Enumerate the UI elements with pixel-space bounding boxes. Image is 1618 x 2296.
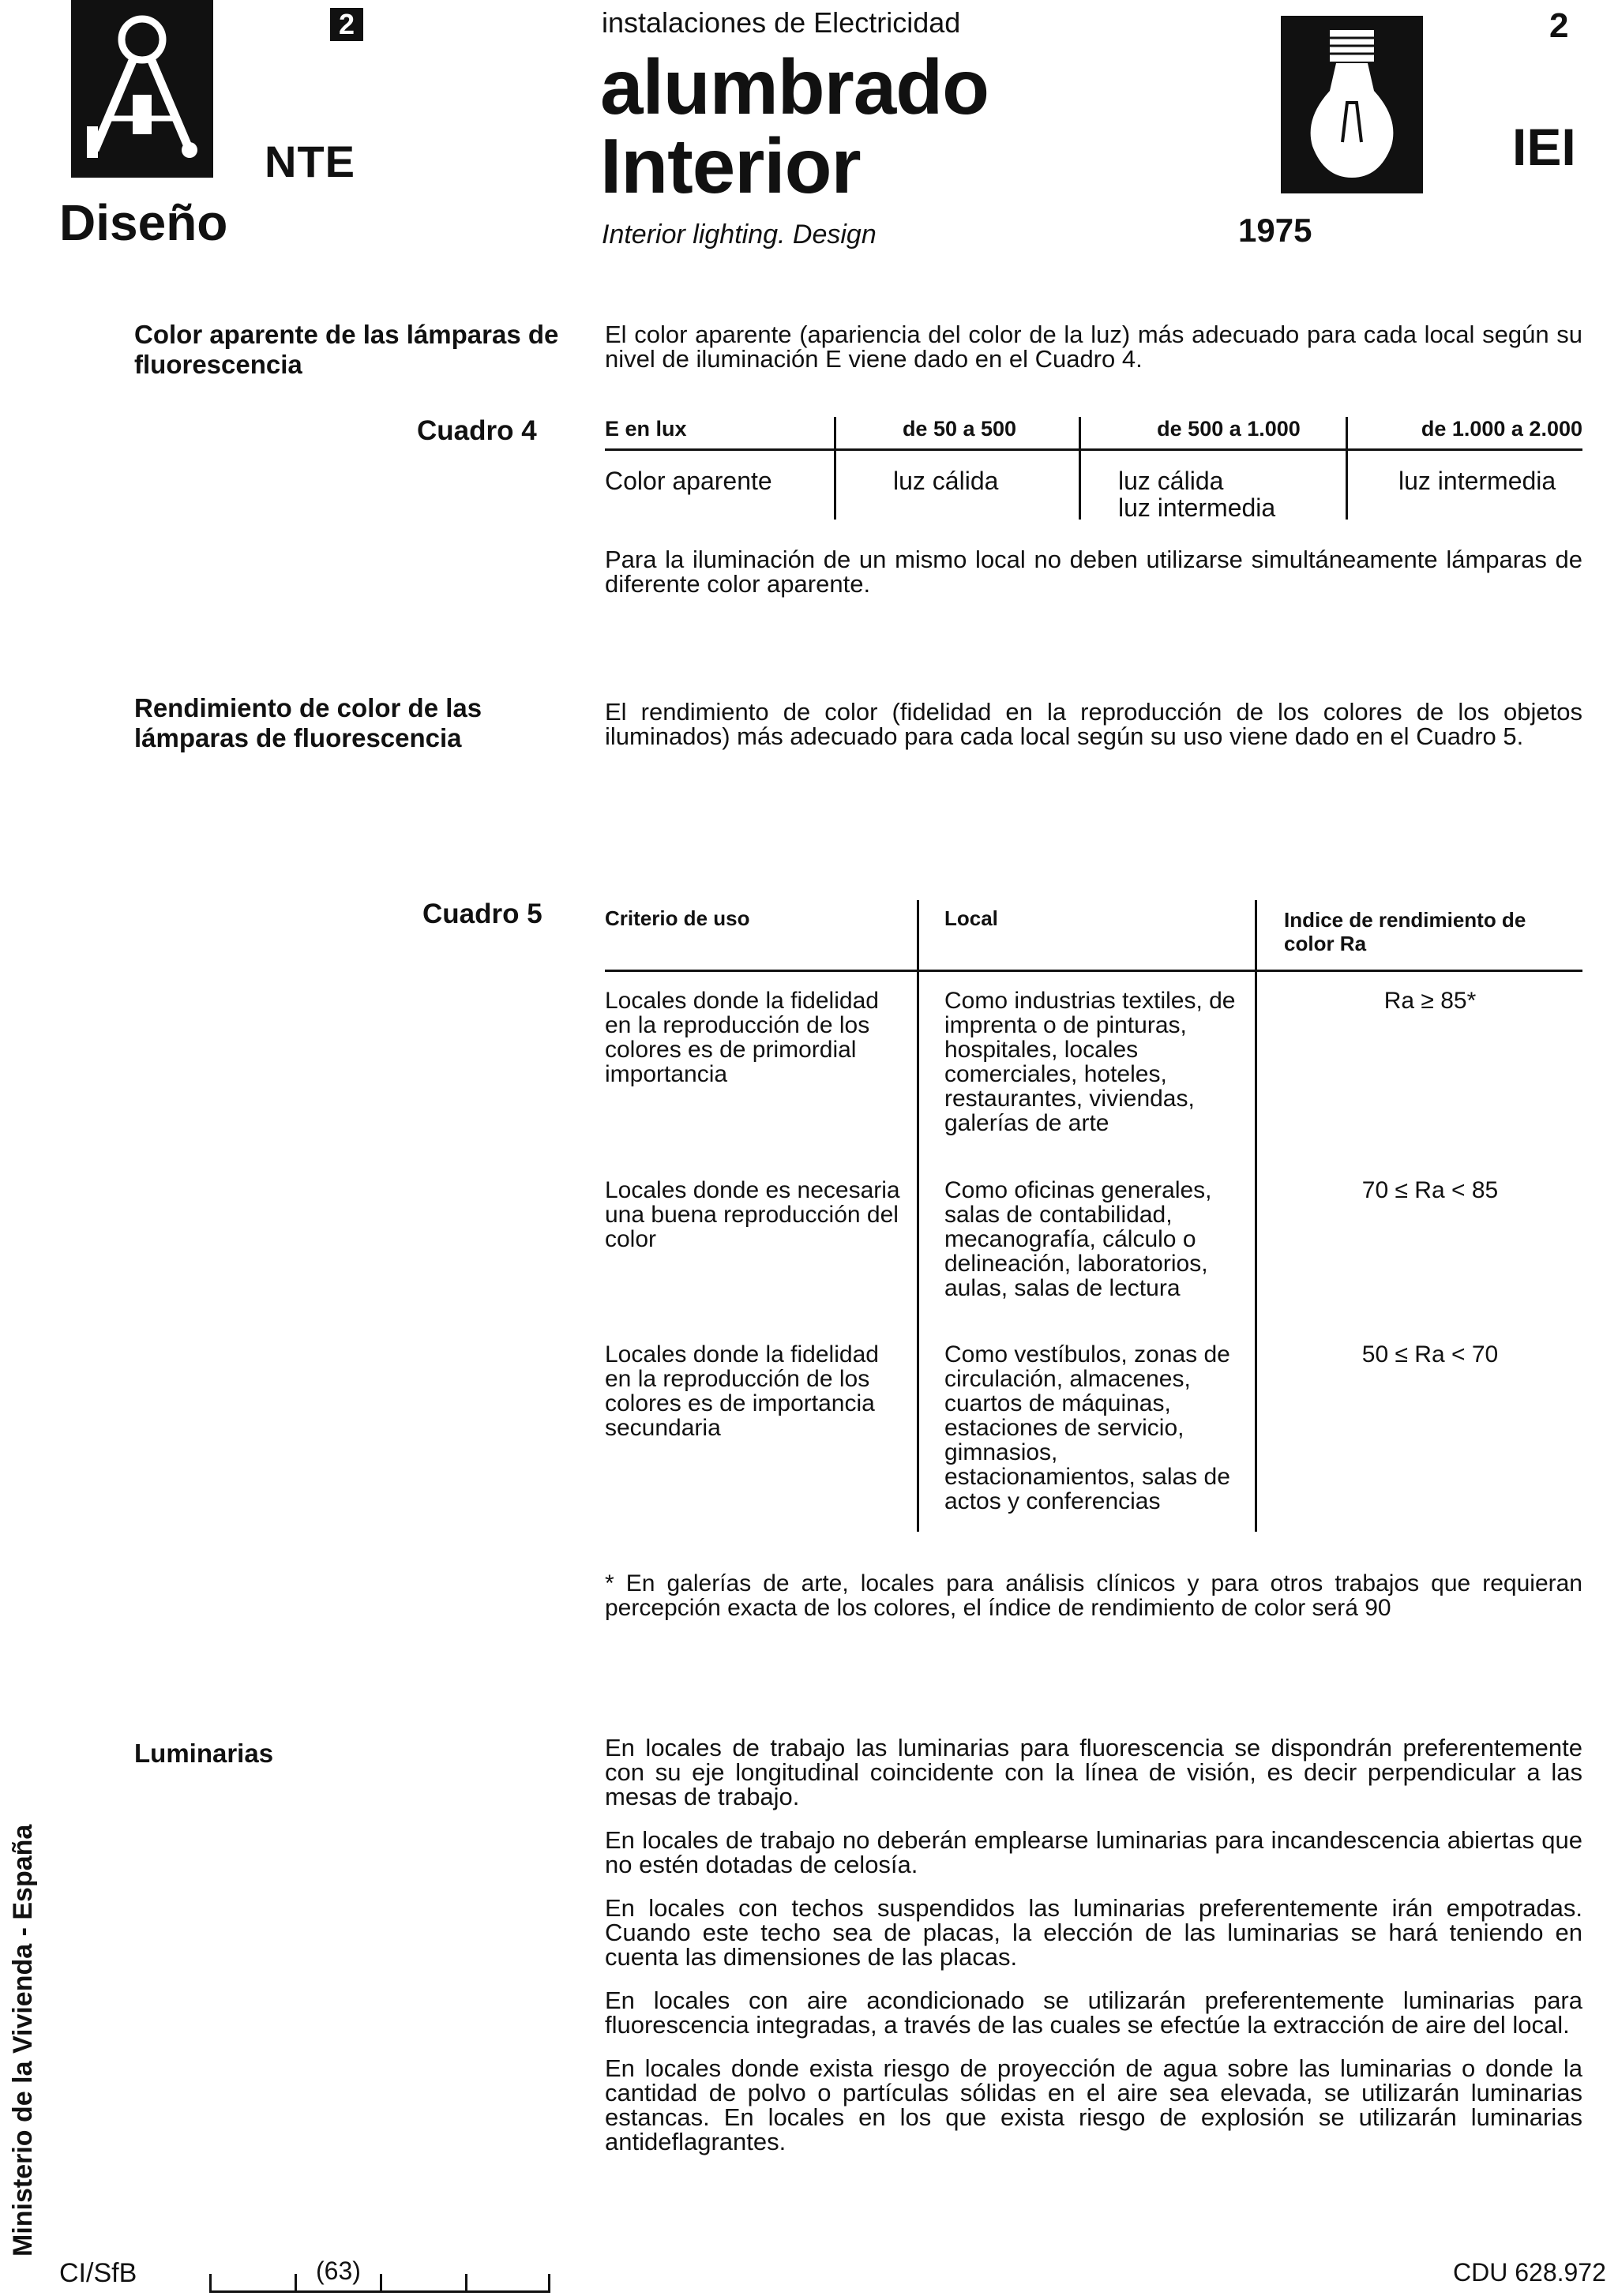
part-badge: 2 xyxy=(330,8,363,41)
cuadro4-divider xyxy=(1346,417,1348,520)
cuadro5-header-ra: Indice de rendimiento de color Ra xyxy=(1284,908,1526,955)
cuadro5-header-local: Local xyxy=(944,906,998,930)
nte-logo xyxy=(71,0,213,178)
cuadro4-rule xyxy=(605,448,1582,451)
sheet-code: IEI xyxy=(1512,118,1576,176)
cuadro5-local: Como oficinas generales, salas de contabilidad, mecanografía, cálculo o delineación, laboratorios, aulas, salas de lectura xyxy=(944,1177,1212,1301)
cuadro4-divider xyxy=(834,417,836,520)
cuadro5-rule xyxy=(605,970,1582,972)
rendimiento-text: El rendimiento de color (fidelidad en la reproducción de los colores de los objetos iluminados) más adecuado para cada local según su uso viene dado en el Cuadro 5. xyxy=(605,698,1582,750)
cuadro5-criterio: Locales donde es necesaria una buena reproducción del color xyxy=(605,1177,900,1252)
cuadro4-header-e: E en lux xyxy=(605,417,687,441)
cuadro5-divider xyxy=(1255,900,1257,1532)
luminarias-paragraph: En locales de trabajo no deberán emplearse luminarias para incandescencia abiertas que no estén dotadas de celosía. xyxy=(605,1826,1582,1878)
cdu-code: CDU 628.972 xyxy=(1453,2258,1606,2287)
cuadro5-local: Como industrias textiles, de imprenta o de pinturas, hospitales, locales comerciales, hoteles, restaurantes, viviendas, galerías de arte xyxy=(944,988,1236,1136)
section-label-luminarias: Luminarias xyxy=(134,1739,274,1768)
cuadro4-header-50-500: de 50 a 500 xyxy=(902,417,1017,441)
series-title: instalaciones de Electricidad xyxy=(602,6,961,39)
cuadro5-ra: Ra ≥ 85* xyxy=(1383,988,1477,1014)
cisfb-code: (63) xyxy=(316,2257,361,2285)
compass-logo-icon xyxy=(71,0,213,178)
cuadro4-header-1000-2000: de 1.000 a 2.000 xyxy=(1421,417,1582,441)
cuadro5-divider xyxy=(917,900,919,1532)
cuadro4-cell: luz intermedia xyxy=(1398,467,1556,495)
cuadro4-cell: luz cálida xyxy=(893,467,999,495)
page-title-line1: alumbrado xyxy=(600,43,989,130)
cisfb-classification-bar xyxy=(209,2274,550,2293)
section-label-color-aparente: Color aparente de las lámparas de fluorescencia xyxy=(134,320,559,379)
cuadro5-local: Como vestíbulos, zonas de circulación, almacenes, cuartos de máquinas, estaciones de servicio, gimnasios, estacionamientos, salas de actos y conferencias xyxy=(944,1341,1230,1514)
page-title-line2: Interior xyxy=(600,122,861,209)
nte-label: NTE xyxy=(265,137,355,186)
ministry-side-label: Ministerio de la Vivienda - España xyxy=(8,1824,38,2257)
color-aparente-text: El color aparente (apariencia del color de la luz) más adecuado para cada local según su nivel de iluminación E viene dado en el Cuadro 4. xyxy=(605,321,1582,373)
cuadro4-label: Cuadro 4 xyxy=(417,415,537,446)
cuadro5-criterio: Locales donde la fidelidad en la reproducción de los colores es de importancia secundaria xyxy=(605,1341,879,1441)
cuadro4-row-label: Color aparente xyxy=(605,467,772,495)
section-title: Diseño xyxy=(59,194,228,251)
cuadro5-header-criterio: Criterio de uso xyxy=(605,906,750,930)
luminarias-paragraph: En locales donde exista riesgo de proyección de agua sobre las luminarias o donde la cantidad de polvo o partículas sólidas en el aire sea elevada, se utilizarán luminarias estancas. En locales en los que exista riesgo de explosión se utilizarán luminarias antideflagrantes. xyxy=(605,2054,1582,2155)
cuadro4-divider xyxy=(1079,417,1081,520)
cuadro4-header-500-1000: de 500 a 1.000 xyxy=(1157,417,1301,441)
cuadro4-cell: luz cálida luz intermedia xyxy=(1118,467,1276,522)
cuadro5-criterio: Locales donde la fidelidad en la reproducción de los colores es de primordial importancia xyxy=(605,988,879,1087)
cuadro5-footnote: * En galerías de arte, locales para análisis clínicos y para otros trabajos que requieran percepción exacta de los colores, el índice de rendimiento de color será 90 xyxy=(605,1570,1582,1621)
color-aparente-note: Para la iluminación de un mismo local no deben utilizarse simultáneamente lámparas de diferente color aparente. xyxy=(605,546,1582,598)
cuadro5-table xyxy=(605,900,1582,1532)
publication-year: 1975 xyxy=(1238,212,1312,249)
light-bulb-icon xyxy=(1281,16,1423,193)
luminarias-paragraph: En locales con aire acondicionado se utilizarán preferentemente luminarias para fluorescencia integradas, a través de las cuales se efectúe la extracción de aire del local. xyxy=(605,1986,1582,2039)
bulb-logo xyxy=(1281,16,1423,193)
cuadro5-ra: 70 ≤ Ra < 85 xyxy=(1361,1177,1499,1203)
cuadro5-label: Cuadro 5 xyxy=(422,899,542,929)
sheet-number: 2 xyxy=(1549,6,1569,45)
cuadro5-ra: 50 ≤ Ra < 70 xyxy=(1361,1341,1499,1367)
section-label-rendimiento: Rendimiento de color de las lámparas de fluorescencia xyxy=(134,693,482,752)
luminarias-paragraph: En locales con techos suspendidos las luminarias preferentemente irán empotradas. Cuando este techo sea de placas, la elección de las luminarias se hará teniendo en cuenta las dimensiones de las placas. xyxy=(605,1894,1582,1971)
english-subtitle: Interior lighting. Design xyxy=(602,219,877,249)
luminarias-paragraph: En locales de trabajo las luminarias para fluorescencia se dispondrán preferentemente con su eje longitudinal coincidente con la línea de visión, es decir perpendicular a las mesas de trabajo. xyxy=(605,1734,1582,1810)
cisfb-label: CI/SfB xyxy=(59,2258,137,2288)
luminarias-text xyxy=(605,1735,1582,2173)
